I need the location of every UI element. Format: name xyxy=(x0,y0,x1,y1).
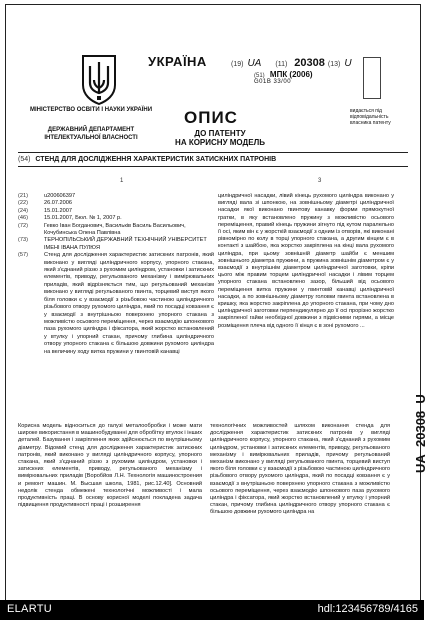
responsibility-note: видається під відповідальність власника патенту xyxy=(350,108,391,126)
meta-text: u200606397 xyxy=(44,193,76,199)
patent-number: 20308 xyxy=(294,57,325,69)
meta-row xyxy=(18,252,214,356)
document-subtitle-1: ДО ПАТЕНТУ xyxy=(194,129,246,138)
meta-row xyxy=(18,223,214,238)
meta-code: (46) xyxy=(18,215,28,222)
document-subtitle-2: НА КОРИСНУ МОДЕЛЬ xyxy=(175,138,265,147)
page-tick-2: 3 xyxy=(318,178,322,184)
footer-handle: hdl:123456789/4165 xyxy=(317,603,418,615)
description-left: Корисна модель відноситься до галузі металообробки і може мати широке використання в машинобудуванні для обробітку втулок і інших деталей. Базування і закріплення яких здійснюється по внутрішньому діаметру. Відомий стенд для дослідження характеристик затискних патронів, який виконано у вигляді циліндричного корпусу, упорного стакана, який з'єднаний різзю з рухомим циліндром, установки і затискних елементів, приводу, регульованого механізму і вимірювальних приладів [Воробйов Л.Н. Технологія машиностроения и ремонт машин. М. Высшая школа, 1981, рис.12.40]. Основний недолік стенда обмежені технологічні можливості і мала продуктивність праці. В основу корисної моделі покладена задача підвищення продуктивності праці і розширення xyxy=(18,423,202,509)
ipc-title-text: МПК (2006) xyxy=(269,70,313,79)
ipc-title xyxy=(254,70,313,79)
meta-text: Стенд для дослідження характеристик затискних патронів, який виконано у вигляді циліндричного корпусу, упорного стакана, який з'єднаний різзю з рухомим циліндром, установки і затискних елементів, приводу, регульованого механізму і вимірювальних приладів, який відрізняється тим, що регульований механізм виконано у вигляді регульованого гвинта, торцевий виступ якого біля головки є у взаємодії з різьбовою частиною циліндричного різьбового отвору рухомого циліндра, який по посадці ковзання є у взаємодії з внутрішньою поверхнею упорного стакана з можливістю осьового переміщення, через взаємодію шпонкового паза рухомого циліндра і фіксатора, який жорстко встановлений у втулку і упорний стакан, причому глибина циліндричного отвору упорного стакана є більшою довжини рухомого циліндра на величину ходу витка пружини у гвинтовій канавці xyxy=(44,252,214,355)
country-name: УКРАЇНА xyxy=(148,54,207,69)
meta-text: 15.01.2007 xyxy=(44,207,72,214)
patent-codes xyxy=(231,57,381,69)
description-right: технологічних можливостей шляхом виконання стенда для дослідження характеристик затискних патронів у вигляді циліндричного корпусу, упорного стакана, який з'єднаний з рухомим циліндром, установки і затискних елементів, приводу, регульованого механізму і вимірювальних приладів, причому регульований механізм виконано у вигляді регульованого гвинта, торцевий виступ якого біля головки є у взаємодії з різьбовою частиною циліндричного різьбового отвору рухомого циліндра, який по посадці ковзання є у взаємодії з внутрішньою поверхнею упорного стакана з можливістю осьового переміщення, через взаємодію шпонкового паза рухомого циліндра і фіксатора, який жорстко встановлений у втулку і упорний стакан, причому глибина циліндричного отвору упорного стакана є більшою довжини рухомого циліндра на xyxy=(210,423,390,516)
meta-code: (57) xyxy=(18,252,28,259)
meta-row xyxy=(18,215,214,222)
meta-code: (24) xyxy=(18,207,28,214)
code-label-13: (13) xyxy=(327,61,341,68)
invention-title-text: СТЕНД ДЛЯ ДОСЛІДЖЕННЯ ХАРАКТЕРИСТИК ЗАТИСКНИХ ПАТРОНІВ xyxy=(35,156,277,163)
meta-text: 15.01.2007, Бюл. № 1, 2007 р. xyxy=(44,215,122,222)
title-rule-bottom xyxy=(18,166,408,167)
meta-text: ТЕРНОПІЛЬСЬКИЙ ДЕРЖАВНИЙ ТЕХНІЧНИЙ УНІВЕРСИТЕТ ІМЕНІ ІВАНА ПУЛЮЯ xyxy=(44,237,207,251)
code-label-19: (19) xyxy=(231,61,244,68)
ipc-label: (51) xyxy=(254,73,265,79)
footer-bar xyxy=(0,600,424,620)
vertical-id-text xyxy=(413,394,428,473)
vertical-kind: U xyxy=(413,394,428,404)
document-title: ОПИС xyxy=(184,108,238,127)
vertical-patent-id xyxy=(399,345,428,475)
title-rule-top xyxy=(18,152,408,153)
country-code: UA xyxy=(247,58,262,69)
invention-title xyxy=(18,156,276,163)
ministry-name: МІНІСТЕРСТВО ОСВІТИ І НАУКИ УКРАЇНИ xyxy=(29,107,153,113)
invention-label: (54) xyxy=(18,156,31,163)
meta-text: Гевко Іван Богданович, Васильків Василь Васильович, Кочубинська Олена Павлівна xyxy=(44,222,186,237)
stamp-box xyxy=(363,57,381,99)
meta-code: (22) xyxy=(18,200,28,207)
footer-repository: ELARTU xyxy=(7,603,52,615)
ipc-code: G01B 33/00 xyxy=(254,79,292,85)
meta-code: (73) xyxy=(18,237,28,244)
trident-emblem-icon xyxy=(80,53,118,105)
meta-code: (72) xyxy=(18,222,28,229)
code-label-11: (11) xyxy=(275,61,288,68)
bibliographic-data xyxy=(18,193,214,356)
meta-code: (21) xyxy=(18,193,28,199)
vertical-country: UA xyxy=(413,454,428,473)
meta-row xyxy=(18,193,214,200)
meta-row xyxy=(18,208,214,215)
vertical-number: 20308 xyxy=(413,410,428,447)
patent-page xyxy=(5,4,428,602)
page-tick-1: 1 xyxy=(120,178,124,184)
meta-row xyxy=(18,237,214,252)
department-name: ДЕРЖАВНИЙ ДЕПАРТАМЕНТ ІНТЕЛЕКТУАЛЬНОЇ ВЛАСНОСТІ xyxy=(44,127,138,141)
meta-row xyxy=(18,200,214,207)
meta-text: 26.07.2006 xyxy=(44,200,72,207)
claim-continuation: циліндричної насадки, лівий кінець рухомого циліндра виконано у вигляді вала зі шпонкою, на зовнішньому діаметрі циліндричної насадки якої виконано гвинтову канавку форми прямокутної гратки, в яку встановлено пружину з можливістю осьового переміщення, правий кінець пружини зігнуто під кутом паралельно її осі, яким він є у жорсткій взаємодії з одним із отворів, які виконані рівномірно по колу в торці упорного стакана, а другим кінцем є в контакті з шайбою, яка жорстко закріплена на кінці вала рухомого циліндра, при цьому зовнішній діаметр шайби є меншим зовнішнього діаметра пружини, а пружина зовнішнім діаметром є у взаємодії з внутрішнім діаметром циліндричної заготовки, кріпи цього між правим торцем циліндричної насадки і лівим торцем упорного стакана встановлено зазор, більший від осьового переміщення витка пружини у гвинтовій канавці циліндричної насадки, а по зовнішньому діаметру головки гвинта встановлена в кришку, яка жорстко закріплена до упорного стакана, при чому дно циліндричної заготовки перпендикулярно до її осі прорізно жорстко закріпленої гайки необхідної довжини з підвісними гирями, а місце розміщення плеча від одного її кінця є в зоні рухомого ... xyxy=(218,193,394,329)
patent-kind: U xyxy=(344,58,352,69)
